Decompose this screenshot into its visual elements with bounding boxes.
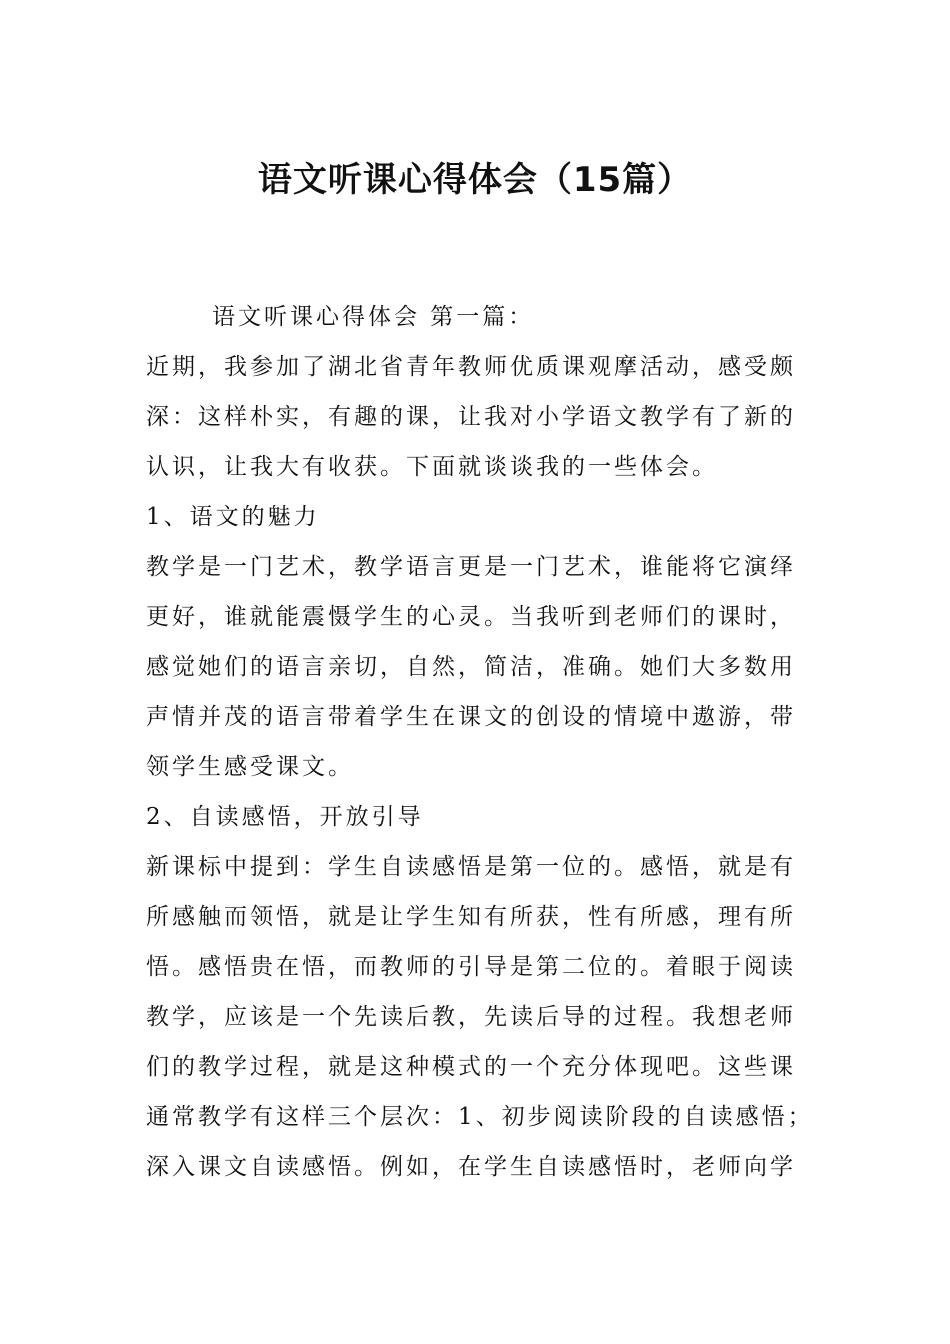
text-line: 领学生感受课文。 — [146, 754, 354, 780]
text-line: 教学是一门艺术，教学语言更是一门艺术，谁能将它演绎 — [146, 554, 796, 580]
text-line: 所感触而领悟，就是让学生知有所获，性有所感，理有所 — [146, 904, 796, 930]
subheading-line: 2、自读感悟，开放引导 — [146, 804, 424, 830]
text-line: 声情并茂的语言带着学生在课文的创设的情境中遨游，带 — [146, 704, 796, 730]
text-line: 感觉她们的语言亲切，自然，简洁，准确。她们大多数用 — [146, 654, 796, 680]
text-line: 教学，应该是一个先读后教，先读后导的过程。我想老师 — [146, 1004, 796, 1030]
text-line: 悟。感悟贵在悟，而教师的引导是第二位的。着眼于阅读 — [146, 954, 796, 980]
subheading-line: 1、语文的魅力 — [146, 504, 320, 530]
text-line: 深：这样朴实，有趣的课，让我对小学语文教学有了新的 — [146, 404, 796, 430]
text-line: 通常教学有这样三个层次：1、初步阅读阶段的自读感悟； — [146, 1104, 814, 1130]
text-line: 认识，让我大有收获。下面就谈谈我的一些体会。 — [146, 454, 718, 480]
text-line: 更好，谁就能震慑学生的心灵。当我听到老师们的课时， — [146, 604, 796, 630]
text-line: 深入课文自读感悟。例如，在学生自读感悟时，老师向学 — [146, 1154, 796, 1180]
document-title: 语文听课心得体会（15篇） — [257, 160, 693, 200]
text-line: 新课标中提到：学生自读感悟是第一位的。感悟，就是有 — [146, 854, 796, 880]
text-line: 们的教学过程，就是这种模式的一个充分体现吧。这些课 — [146, 1054, 796, 1080]
text-line: 近期，我参加了湖北省青年教师优质课观摩活动，感受颇 — [146, 354, 796, 380]
document-body — [146, 292, 814, 1192]
section-heading: 语文听课心得体会 第一篇： — [212, 304, 535, 330]
